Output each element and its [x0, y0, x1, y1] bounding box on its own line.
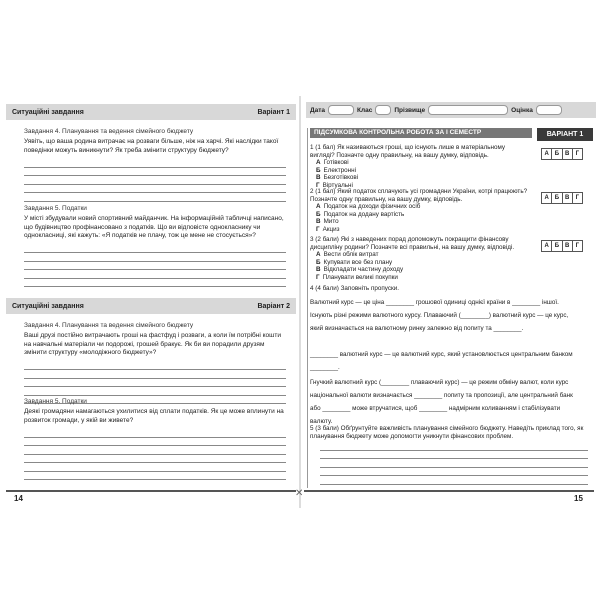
task-title: Завдання 5. Податки — [24, 398, 87, 405]
option-c[interactable]: В Мито — [316, 218, 339, 226]
variant-label: Варіант 2 — [257, 302, 290, 310]
task-text: Уявіть, що ваша родина витрачає на розваги більше, ніж на харчі. Які наслідки такої поведінки можуть виникнути? Як треба змінити структуру бюджету? — [24, 138, 279, 154]
situational-header-variant1 — [6, 104, 296, 120]
question-text: 3 (2 бали) Які з наведених порад допоможуть покращити фінансову дисципліну родини? Позначте всі правильні, на вашу думку, відповіді. — [310, 236, 515, 251]
answer-lines[interactable] — [24, 429, 286, 480]
task-title: Завдання 4. Планування та ведення сімейного бюджету — [24, 128, 194, 135]
page-number-right: 15 — [574, 494, 583, 503]
right-footer-rule — [304, 490, 594, 492]
option-a[interactable]: А Вести облік витрат — [316, 251, 379, 259]
situational-header-variant2 — [6, 298, 296, 314]
answer-grid-q2[interactable]: А Б В Г — [541, 192, 583, 204]
option-b[interactable]: Б Електронні — [316, 166, 356, 174]
option-b[interactable]: Б Купувати все без плану — [316, 258, 393, 266]
question-3 — [310, 236, 530, 282]
task-text: Деякі громадяни намагаються ухилитися від сплати податків. Як це може вплинути на розвиток громади, у якій ви живете? — [24, 408, 284, 424]
fill-in-paragraph-1[interactable]: Валютний курс — це ціна ________ грошової одиниці однієї країни в ________ іншої. Існують різні режими валютного курсу. Плаваючий (________) валютний курс — це курс, який визначається на валютному ринку залежно від попиту та ________. — [310, 299, 569, 332]
task-title: Завдання 4. Планування та ведення сімейного бюджету — [24, 322, 194, 329]
page-number-left: 14 — [14, 494, 23, 503]
section-heading: Ситуаційні завдання — [12, 302, 84, 310]
task-title: Завдання 5. Податки — [24, 205, 87, 212]
v1-task4 — [24, 128, 286, 202]
question-4-title: 4 (4 бали) Заповніть пропуски. — [310, 285, 400, 292]
question-text: 2 (1 бал) Який податок сплачують усі громадяни України, котрі працюють? Позначте одну правильну, на вашу думку, відповідь. — [310, 188, 528, 203]
fold-mark-icon: ✕ — [295, 488, 304, 499]
gutter — [299, 96, 301, 508]
question-2 — [310, 188, 530, 234]
date-field[interactable] — [328, 105, 354, 115]
option-a[interactable]: А Податок на доходи фізичних осіб — [316, 203, 421, 211]
fill-in-paragraph-3[interactable]: Гнучкий валютний курс (________ плаваючий курс) — це режим обміну валют, коли курс національної валюти визначається ________ попиту та пропозиції, але центральний банк або ________ може втручатися, щоб ________ надмірним коливанням і стабілізувати валюту. — [310, 379, 573, 425]
margin-rule — [307, 128, 308, 488]
option-d[interactable]: Г Акциз — [316, 225, 340, 233]
option-d[interactable]: Г Віртуальні — [316, 181, 353, 189]
option-c[interactable]: В Безготівкові — [316, 174, 359, 182]
section-heading: Ситуаційні завдання — [12, 108, 84, 116]
grade-field[interactable] — [536, 105, 562, 115]
answer-grid-q1[interactable]: А Б В Г — [541, 148, 583, 160]
class-label: Клас — [357, 106, 373, 114]
student-info-header — [306, 102, 596, 118]
task-text: У місті збудували новий спортивний майданчик. На інформаційній табличці написано, що будівництво профінансовано з податків. Що ви відповісте однокласнику чи однокласниці, які кажуть: «Я податків не плачу, тож це мене не стосується»? — [24, 215, 284, 239]
question-1 — [310, 144, 530, 190]
grade-label: Оцінка — [511, 106, 533, 114]
v2-task4 — [24, 322, 286, 404]
class-field[interactable] — [375, 105, 391, 115]
option-a[interactable]: А Готівкові — [316, 159, 349, 167]
answer-lines[interactable] — [24, 245, 286, 288]
answer-lines-q5[interactable] — [320, 442, 588, 485]
v2-task5 — [24, 398, 286, 480]
fill-in-paragraph-2[interactable]: ________ валютний курс — це валютний курс, який установлюється центральним банком ________. — [310, 351, 573, 371]
variant-label: Варіант 1 — [257, 108, 290, 116]
answer-lines[interactable] — [24, 159, 286, 202]
option-b[interactable]: Б Податок на додану вартість — [316, 210, 405, 218]
option-c[interactable]: В Відкладати частину доходу — [316, 266, 404, 274]
variant-badge: ВАРІАНТ 1 — [537, 128, 593, 141]
test-banner: ПІДСУМКОВА КОНТРОЛЬНА РОБОТА ЗА І СЕМЕСТР — [310, 128, 532, 138]
surname-label: Прізвище — [394, 106, 426, 114]
option-d[interactable]: Г Планувати великі покупки — [316, 273, 398, 281]
question-5: 5 (3 бали) Обґрунтуйте важливість планування сімейного бюджету. Наведіть приклад того, як планування бюджету може допомогти уникнути фінансових проблем. — [310, 425, 584, 440]
answer-grid-q3[interactable]: А Б В Г — [541, 240, 583, 252]
task-text: Ваші друзі постійно витрачають гроші на фастфуд і розваги, а коли їм потрібні кошти на навчальні матеріали чи подорожі, грошей бракує. Як би ви порадили друзям змінити структуру «молодіжного бюджету»? — [24, 332, 281, 356]
question-text: 1 (1 бал) Як називаються гроші, що існують лише в матеріальному вигляді? Позначте одну правильну, на вашу думку, відповідь. — [310, 144, 506, 159]
v1-task5 — [24, 205, 286, 287]
date-label: Дата — [310, 106, 326, 114]
surname-field[interactable] — [428, 105, 508, 115]
left-footer-rule — [6, 490, 296, 492]
